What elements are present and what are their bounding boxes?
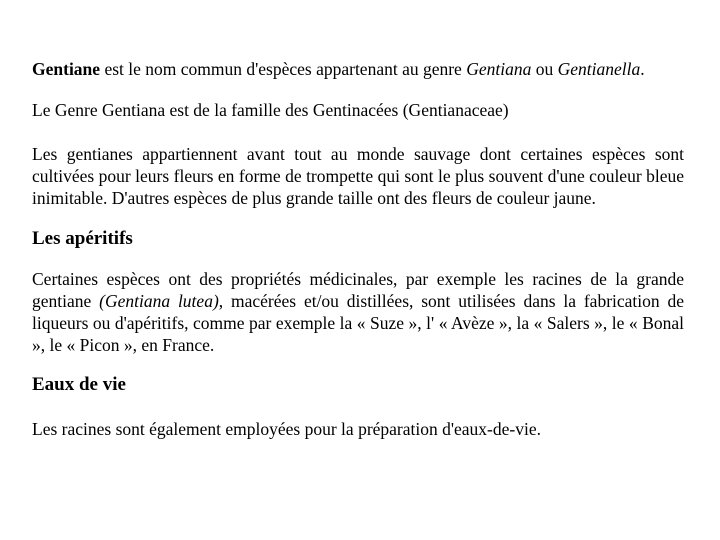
description-paragraph: Les gentianes appartiennent avant tout au monde sauvage dont certaines espèces sont cultivées pour leurs fleurs en forme de trompette qui sont le plus souvent d'une couleur bleue inimitable. D'autres espèces de plus grande taille ont des fleurs de couleur jaune.: [32, 144, 684, 208]
intro-paragraph: [32, 58, 684, 80]
family-paragraph: Le Genre Gentiana est de la famille des Gentinacées (Gentianaceae): [32, 100, 509, 120]
aperitifs-paragraph: [32, 268, 684, 356]
intro-term: Gentiane: [32, 59, 101, 79]
aperitifs-text-after: , macérées et/ou distillées, sont utilisées dans la fabrication de liqueurs ou d'apéritifs, comme par exemple la « Suze », l' « Avèze », la « Salers », le « Bonal », le « Picon », en France.: [32, 291, 685, 355]
aperitifs-text-before: Certaines espèces ont des propriétés médicinales, par exemple les racines de la grande gentiane: [32, 269, 684, 311]
heading-eaux-de-vie: Eaux de vie: [32, 374, 126, 395]
heading-aperitifs: Les apéritifs: [32, 228, 133, 249]
intro-text: est le nom commun d'espèces appartenant au genre: [100, 59, 467, 79]
intro-genus-gentianella: Gentianella: [557, 59, 641, 79]
intro-genus-gentiana: Gentiana: [466, 59, 532, 79]
intro-end: .: [640, 59, 645, 79]
eaux-de-vie-paragraph: Les racines sont également employées pour la préparation d'eaux-de-vie.: [32, 419, 541, 439]
intro-or: ou: [531, 59, 558, 79]
aperitifs-species: (Gentiana lutea): [99, 291, 219, 311]
